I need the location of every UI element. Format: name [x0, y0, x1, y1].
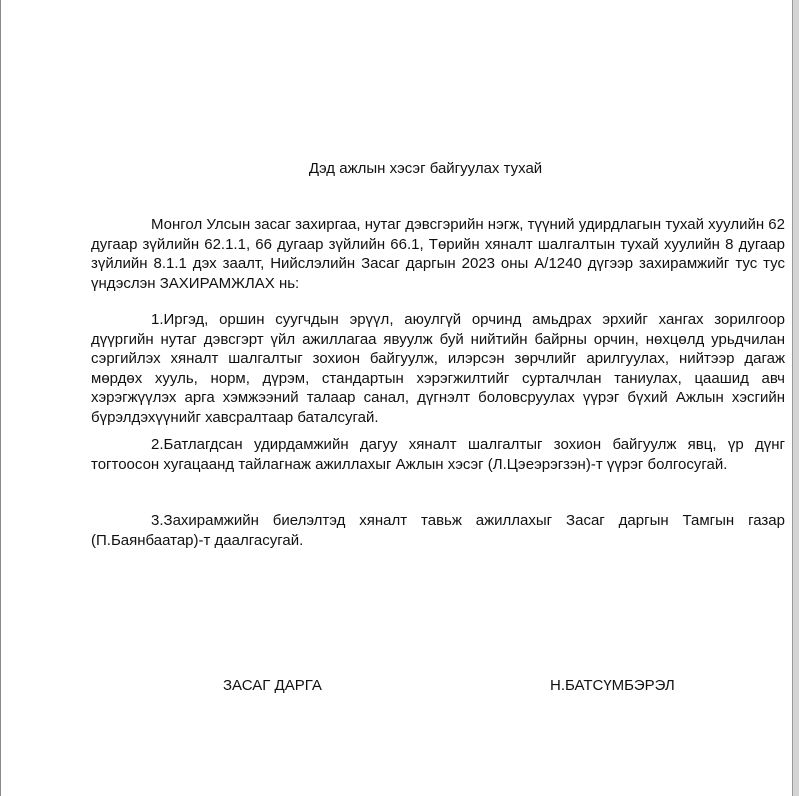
directive-item-2-text: 2.Батлагдсан удирдамжийн дагуу хяналт шалгалтыг зохион байгуулж явц, үр дүнг тогтоосон хугацаанд тайлагнаж ажиллахыг Ажлын хэсэг (Л.Цэеэрэгзэн)-т үүрэг болгосугай. [91, 436, 785, 473]
preamble-paragraph [91, 215, 785, 293]
directive-item-3 [91, 511, 785, 550]
directive-item-1-text: 1.Иргэд, оршин суугчдын эрүүл, аюулгүй орчинд амьдрах эрхийг хангах зорилгоор дүүргийн нутаг дэвсгэрт үйл ажиллагаа явуулж буй нийтийн байрны орчин, нөхцөлд урьдчилан сэргийлэх хяналт шалгалтыг зохион байгуулж, илэрсэн зөрчлийг арилгуулах, нийтээр дагаж мөрдөх хууль, норм, дүрэм, стандартын хэрэгжилтийг сурталчлан таниулах, цаашид авч хэрэгжүүлэх арга хэмжээний талаар санал, дүгнэлт боловсруулах үүрэг бүхий Ажлын хэсгийн бүрэлдэхүүнийг хавсралтаар баталсугай. [91, 311, 785, 426]
directive-item-2 [91, 435, 785, 474]
document-page [1, 0, 792, 796]
directive-item-1 [91, 310, 785, 428]
signatory-title: ЗАСАГ ДАРГА [223, 677, 322, 694]
vertical-scrollbar[interactable] [792, 0, 799, 796]
directive-item-3-text: 3.Захирамжийн биелэлтэд хяналт тавьж ажиллахыг Засаг даргын Тамгын газар (П.Баянбаатар)-т даалгасугай. [91, 512, 785, 549]
document-title: Дэд ажлын хэсэг байгуулах тухай [308, 160, 543, 177]
signatory-name: Н.БАТСҮМБЭРЭЛ [550, 677, 675, 694]
preamble-text: Монгол Улсын засаг захиргаа, нутаг дэвсгэрийн нэгж, түүний удирдлагын тухай хуулийн 62 дугаар зүйлийн 62.1.1, 66 дугаар зүйлийн 66.1, Төрийн хяналт шалгалтын тухай хуулийн 8 дугаар зүйлийн 8.1.1 дэх заалт, Нийслэлийн Засаг даргын 2023 оны А/1240 дүгээр захирамжийг тус тус үндэслэн ЗАХИРАМЖЛАХ нь: [91, 216, 785, 292]
